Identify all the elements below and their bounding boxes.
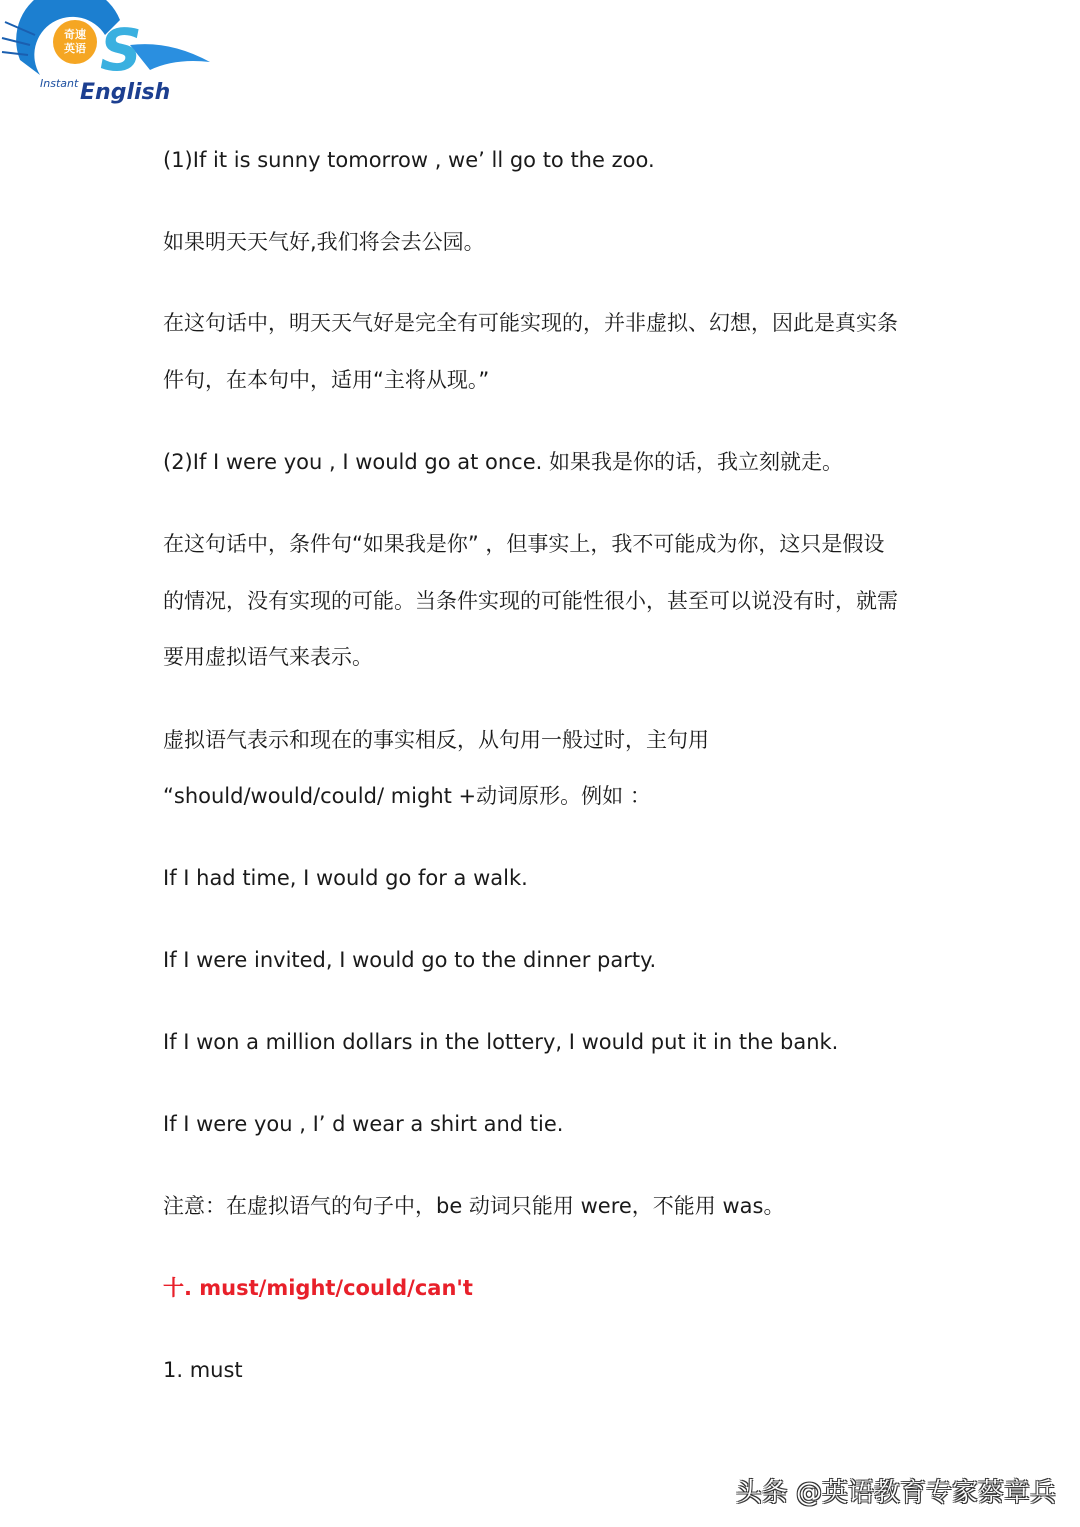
text-line: “should/would/could/ might +动词原形。例如 ： xyxy=(163,784,651,808)
svg-text:Instant: Instant xyxy=(40,77,79,90)
text-line: 虚拟语气表示和现在的事实相反，从句用一般过时，主句用 xyxy=(163,728,709,752)
note-line: 注意：在虚拟语气的句子中，be 动词只能用 were，不能用 was。 xyxy=(163,1194,785,1218)
svg-text:英语: 英语 xyxy=(64,42,86,55)
example-sentence: If I had time, I would go for a walk. xyxy=(163,866,528,890)
example-sentence: If I won a million dollars in the lottery, I would put it in the bank. xyxy=(163,1030,839,1054)
svg-text:S: S xyxy=(100,16,142,84)
text-line: (1)If it is sunny tomorrow , we’ ll go to the zoo. xyxy=(163,148,655,172)
text-line: (2)If I were you , I would go at once. 如果我是你的话，我立刻就走。 xyxy=(163,450,843,474)
subsection-heading: 1. must xyxy=(163,1358,243,1382)
svg-text:奇速: 奇速 xyxy=(64,28,86,41)
text-line: 的情况，没有实现的可能。当条件实现的可能性很小，甚至可以说没有时，就需 xyxy=(163,589,898,613)
watermark: 头条 @英语教育专家蔡章兵 xyxy=(735,1478,1056,1508)
text-line: 在这句话中，条件句“如果我是你” ，但事实上，我不可能成为你，这只是假设 xyxy=(163,532,885,556)
svg-text:English: English xyxy=(80,80,171,105)
instant-english-logo xyxy=(0,0,220,110)
section-heading: 十. must/might/could/can't xyxy=(163,1276,473,1300)
text-line: 在这句话中，明天天气好是完全有可能实现的，并非虚拟、幻想，因此是真实条 xyxy=(163,311,898,335)
example-sentence: If I were you , I’ d wear a shirt and tie. xyxy=(163,1112,564,1136)
example-sentence: If I were invited, I would go to the dinner party. xyxy=(163,948,657,972)
text-line: 件句，在本句中，适用“主将从现。” xyxy=(163,368,490,392)
text-line: 要用虚拟语气来表示。 xyxy=(163,645,373,669)
text-line: 如果明天天气好,我们将会去公园。 xyxy=(163,230,485,254)
